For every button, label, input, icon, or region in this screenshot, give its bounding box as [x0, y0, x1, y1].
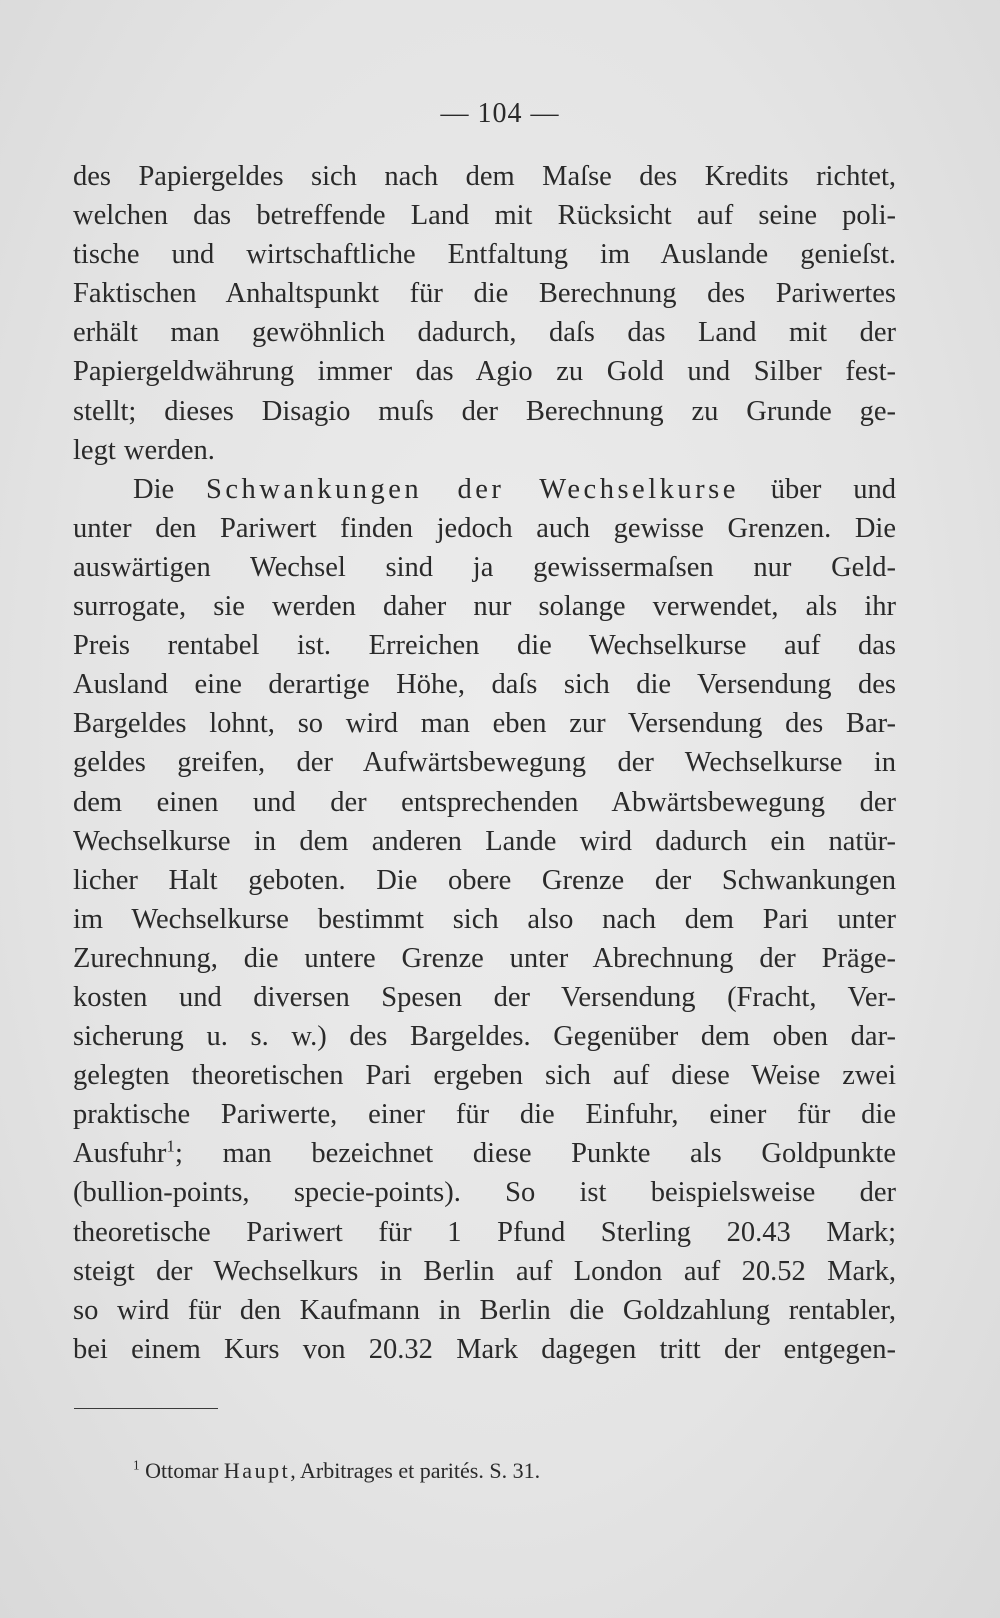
text-line: steigt der Wechselkurs in Berlin auf London auf 20.52 Mark, [73, 1255, 896, 1287]
spaced-emphasis: Schwankungen der Wechselkurse [206, 473, 739, 505]
text-line: dem einen und der entsprechenden Abwärtsbewegung der [73, 786, 896, 818]
text-line: so wird für den Kaufmann in Berlin die Goldzahlung rentabler, [73, 1294, 896, 1326]
footnote-marker: 1 [166, 1136, 175, 1156]
text-line: Wechselkurse in dem anderen Lande wird dadurch ein natür- [73, 825, 896, 857]
text-line: im Wechselkurse bestimmt sich also nach dem Pari unter [73, 903, 896, 935]
text-line: erhält man gewöhnlich dadurch, daſs das Land mit der [73, 317, 896, 349]
footnote-reference-line [73, 1134, 896, 1173]
text-line: gelegten theoretischen Pari ergeben sich auf diese Weise zwei [73, 1060, 896, 1092]
body-text [73, 157, 896, 1369]
text-line: surrogate, sie werden daher nur solange verwendet, als ihr [73, 591, 896, 623]
text-line: sicherung u. s. w.) des Bargeldes. Gegenüber dem oben dar- [73, 1021, 896, 1053]
text-line: bei einem Kurs von 20.32 Mark dagegen tritt der entgegen- [73, 1333, 896, 1365]
text-line: legt werden. [73, 434, 215, 466]
text-line: kosten und diversen Spesen der Versendung (Fracht, Ver- [73, 981, 896, 1013]
text-line: Ausland eine derartige Höhe, daſs sich die Versendung des [73, 669, 896, 701]
text-line: Preis rentabel ist. Erreichen die Wechselkurse auf das [73, 630, 896, 662]
paragraph-2-first-line [73, 470, 896, 509]
text-line: geldes greifen, der Aufwärtsbewegung der Wechselkurse in [73, 747, 896, 779]
text-line: unter den Pariwert finden jedoch auch gewisse Grenzen. Die [73, 512, 896, 544]
text-line: welchen das betreffende Land mit Rücksicht auf seine poli- [73, 200, 896, 232]
text-fragment: über und [770, 473, 896, 505]
text-line: Bargeldes lohnt, so wird man eben zur Versendung des Bar- [73, 708, 896, 740]
text-line: Zurechnung, die untere Grenze unter Abrechnung der Präge- [73, 942, 896, 974]
text-fragment: Die [133, 473, 175, 505]
text-line: tische und wirtschaftliche Entfaltung im Auslande genieſst. [73, 239, 896, 271]
footnote-author-last: Haupt [223, 1458, 291, 1483]
text-line: praktische Pariwerte, einer für die Einfuhr, einer für die [73, 1099, 896, 1131]
footnote-author-first: Ottomar [145, 1458, 219, 1483]
text-line: (bullion-points, specie-points). So ist beispielsweise der [73, 1177, 896, 1209]
footnote [133, 1457, 540, 1485]
footnote-number: 1 [133, 1457, 140, 1473]
text-line: licher Halt geboten. Die obere Grenze der Schwankungen [73, 864, 896, 896]
page-number: — 104 — [440, 98, 560, 129]
text-fragment: ; man bezeichnet diese Punkte als Goldpunkte [174, 1138, 896, 1170]
text-line: Faktischen Anhaltspunkt für die Berechnung des Pariwertes [73, 278, 896, 310]
text-line: des Papiergeldes sich nach dem Maſse des Kredits richtet, [73, 161, 896, 192]
text-line: stellt; dieses Disagio muſs der Berechnung zu Grunde ge- [73, 395, 896, 427]
footnote-divider [74, 1408, 218, 1409]
text-line: Papiergeldwährung immer das Agio zu Gold und Silber fest- [73, 356, 896, 388]
text-fragment: Ausfuhr [73, 1138, 167, 1170]
text-line: auswärtigen Wechsel sind ja gewissermaſsen nur Geld- [73, 551, 896, 583]
footnote-citation: , Arbitrages et parités. S. 31. [290, 1458, 541, 1483]
text-line: theoretische Pariwert für 1 Pfund Sterling 20.43 Mark; [73, 1216, 896, 1248]
